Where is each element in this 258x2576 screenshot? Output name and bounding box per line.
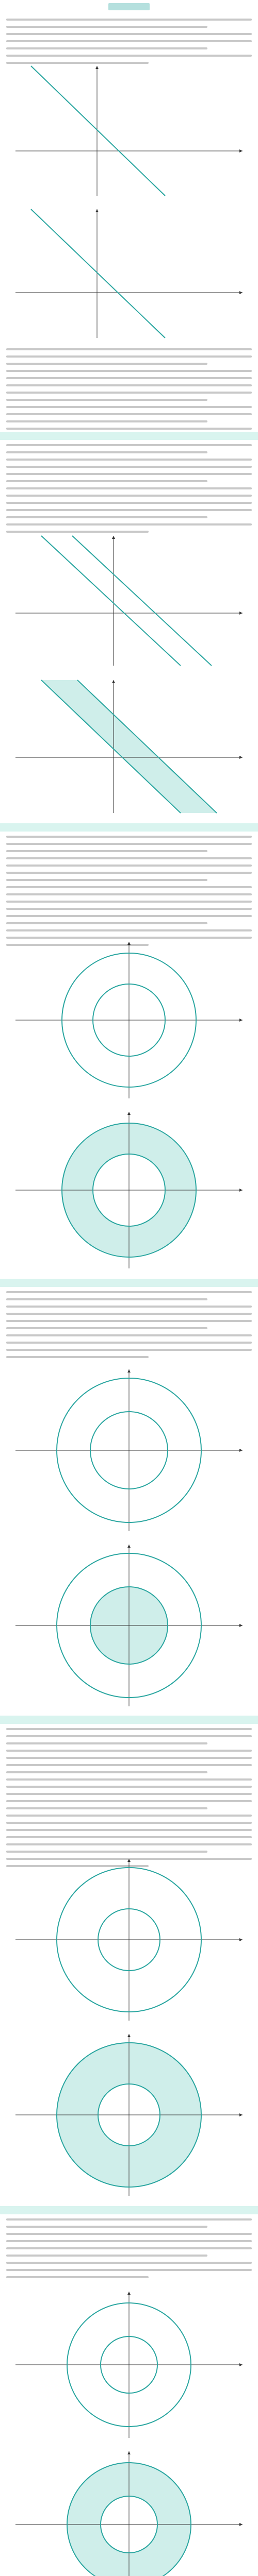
line-graph [31,66,165,196]
page-header [0,0,258,14]
shaded-region [41,680,217,813]
figure [10,1108,248,1273]
line-graph [72,536,212,666]
site-logo-icon[interactable] [108,3,150,10]
highlight-band [0,2206,258,2214]
highlight-band [0,432,258,440]
figure [10,675,248,817]
highlight-band [0,823,258,832]
highlight-band [0,1716,258,1724]
paragraph [6,444,252,538]
paragraph [6,348,252,442]
figure [10,1855,248,2025]
figure [10,2030,248,2200]
line-graph [31,209,165,338]
paragraph [6,2218,252,2283]
highlight-band [0,1279,258,1287]
line-graph [41,680,181,813]
figure [10,1540,248,1710]
figure [10,204,248,342]
line-graph [77,680,217,813]
figure [10,531,248,670]
figure [10,938,248,1103]
paragraph [6,1728,252,1872]
line-graph [41,536,181,666]
paragraph [6,836,252,951]
paragraph [6,1291,252,1363]
figure [10,2287,248,2442]
figure [10,1365,248,1535]
figure [10,2447,248,2576]
figure [10,61,248,200]
